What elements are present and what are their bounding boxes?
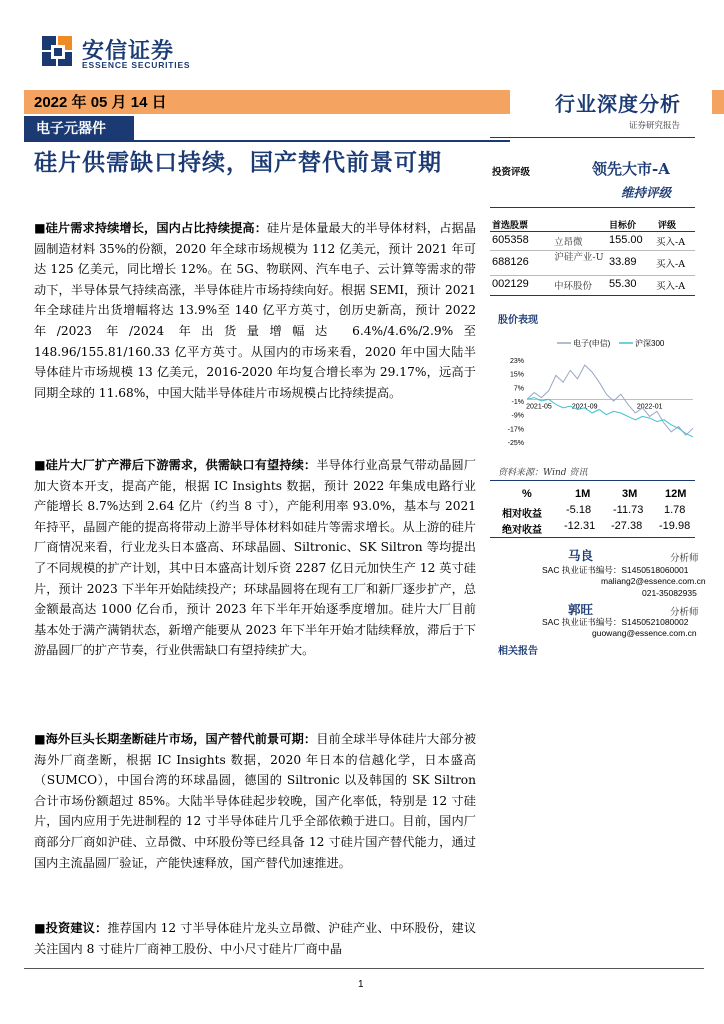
paragraph-head: ■硅片需求持续增长，国内占比持续提高：: [34, 221, 268, 235]
table-row: [492, 253, 697, 277]
paragraph-head: ■投资建议：: [34, 921, 108, 935]
x-axis-ticks: [526, 403, 662, 410]
analyst-email: guowang@essence.com.cn: [592, 628, 697, 638]
analyst-phone: 021-35082935: [642, 588, 697, 598]
y-tick-label: -17%: [507, 426, 524, 434]
pick-price: 33.89: [609, 256, 637, 268]
pick-name: 中环股份: [554, 281, 593, 292]
logo-text-en: ESSENCE SECURITIES: [82, 60, 191, 70]
paragraph-head: ■海外巨头长期垄断硅片市场，国产替代前景可期：: [34, 732, 317, 746]
picks-header-target: 目标价: [609, 221, 637, 231]
x-tick-label: 2021-09: [571, 403, 598, 411]
paragraph-3: [34, 729, 476, 873]
legend-label-hs300: 沪深300: [635, 339, 665, 348]
perf-value: -19.98: [659, 520, 691, 532]
pick-price: 55.30: [609, 278, 637, 290]
report-category: 电子元器件: [36, 121, 106, 137]
related-reports-title: 相关报告: [498, 646, 538, 657]
chart-legend: [557, 338, 665, 348]
rating-value: 领先大市-A: [592, 160, 670, 178]
pick-code: 688126: [492, 256, 529, 268]
perf-header-pct: %: [522, 488, 532, 500]
logo-text-cn: 安信证券: [82, 38, 175, 63]
rating-note: 维持评级: [621, 185, 672, 200]
analyst-name: 郭旺: [568, 602, 594, 617]
analyst-2: [498, 600, 704, 642]
right-divider: [490, 137, 695, 138]
table-row: [492, 234, 697, 254]
rating-divider: [490, 207, 695, 208]
perf-header-12m: 12M: [665, 488, 687, 500]
picks-header-stock: 首选股票: [492, 221, 529, 231]
paragraph-text: 半导体行业高景气带动晶圆厂加大资本开支，提高产能，根据 IC Insights 数据，预计 2022 年集成电路行业产能增长 8.7%达到 2.64 亿片（约当 8 寸），产能利用率 93.0%，基本与 2021 年持平，晶圆产能的提高将带动上游半导体材料如硅片等需求增长。从上游的硅片厂商情况来看，行业龙头日本盛高、环球晶圆、Siltronic、SK Siltron 等均提出了不同规模的扩产计划，其中日本盛高计划斥资 2287 亿日元加快生产 12 英寸硅片，预计 2023 下半年开始陆续投产；环球晶圆将在现有工厂和新厂逐步扩产，总金额最高达 1000 亿台币，预计 2023 年下半年开始逐季度增加。硅片大厂目前基本处于满产满销状态，新增产能要从 2023 年下半年开始才陆续释放，滞后于下游晶圆厂的扩产节奏，行业供需缺口有望持续扩大。: [34, 458, 477, 658]
x-tick-label: 2021-05: [526, 403, 552, 411]
pick-name: 沪硅产业-U: [554, 252, 604, 263]
source-divider: [490, 480, 695, 481]
perf-value: 1.78: [664, 504, 686, 516]
perf-divider: [490, 537, 695, 538]
rating-label: 投资评级: [492, 167, 531, 178]
legend-label-electronics: 电子(申信): [573, 339, 611, 348]
chart-source: 资料来源：Wind 资讯: [498, 468, 588, 478]
row-divider: [490, 275, 695, 276]
paragraph-text: 目前全球半导体硅片大部分被海外厂商垄断，根据 IC Insights 数据，2020 年日本的信越化学，日本盛高（SUMCO），中国台湾的环球晶圆，德国的 Siltronic 以及韩国的 SK Siltron 合计市场份额超过 85%。大陆半导体硅起步较晚，国产化率低，特别是 12 寸硅片，国内应用于先进制程的 12 寸半导体硅片几乎全部依赖于进口。目前，国内厂商部分厂商如沪硅、立昂微、中环股份等已经具备 12 寸硅片国产替代能力，通过国内主流晶圆厂验证，产能快速释放，国产替代加速推进。: [34, 732, 477, 870]
picks-bottom-divider: [490, 295, 695, 296]
pick-name: 立昂微: [554, 237, 583, 248]
page-number: 1: [358, 979, 364, 990]
header-divider: [24, 140, 510, 142]
chart-series: [527, 365, 693, 437]
analyst-role: 分析师: [670, 607, 699, 618]
row-divider: [490, 250, 695, 251]
paragraph-4: [34, 918, 476, 959]
stock-performance-chart: [497, 330, 699, 452]
paragraph-head: ■硅片大厂扩产滞后下游需求，供需缺口有望持续：: [34, 458, 317, 472]
perf-row-label: 相对收益: [502, 509, 542, 520]
paragraph-1: [34, 218, 476, 403]
analyst-1: [498, 546, 704, 602]
paragraph-2: [34, 455, 476, 661]
perf-value: -27.38: [611, 520, 643, 532]
series-line-electronics: [527, 365, 693, 435]
analyst-name: 马良: [568, 548, 594, 563]
y-tick-label: -1%: [511, 399, 524, 406]
paragraph-text: 硅片是体量最大的半导体材料，占据晶圆制造材料 35%的份额，2020 年全球市场规模为 112 亿美元，预计 2021 年可达 125 亿美元，同比增长 12%。在 5G、物联网、汽车电子、云计算等需求的带动下，半导体景气持续高涨，半导体硅片市场持续向好。根据 SEMI，预计 2021 年全球硅片出货增幅将达 13.9%至 140 亿平方英寸，创历史新高，预计 2022 年/2023 年/2024 年出货量增幅达 6.4%/4.6%/2.9%至 148.96/155.81/160.33 亿平方英寸。从国内的市场来看，2020 年中国大陆半导体硅片市场规模 13 亿美元，2016-2020 年均复合增长率为 29.17%，远高于同期全球的 11.68%，中国大陆半导体硅片市场规模占比持续提高。: [34, 221, 477, 400]
pick-code: 002129: [492, 278, 529, 290]
footer-divider: [24, 968, 704, 969]
perf-header-3m: 3M: [622, 488, 638, 500]
perf-row-label: 绝对收益: [502, 525, 542, 536]
essence-logo-icon: [42, 36, 74, 68]
x-tick-label: 2022-01: [636, 403, 663, 411]
report-date: 2022 年 05 月 14 日: [34, 94, 167, 111]
analyst-sac: SAC 执业证书编号：S1450521080002: [542, 617, 689, 627]
pick-rating: 买入-A: [656, 237, 686, 248]
side-accent: [712, 90, 724, 114]
performance-title: 股价表现: [498, 315, 538, 326]
series-line-hs300: [527, 398, 693, 437]
y-tick-label: 15%: [509, 371, 524, 379]
analyst-sac: SAC 执业证书编号：S1450518060001: [542, 565, 689, 575]
picks-header-rating: 评级: [658, 221, 677, 231]
perf-value: -12.31: [564, 520, 596, 532]
report-type: 行业深度分析: [555, 92, 681, 116]
y-tick-label: 23%: [509, 358, 524, 365]
report-subtype: 证券研究报告: [629, 121, 681, 131]
picks-divider: [490, 231, 695, 232]
y-tick-label: 7%: [513, 385, 524, 393]
perf-header-1m: 1M: [575, 488, 591, 500]
perf-value: -5.18: [566, 504, 592, 516]
paragraph-text: 推荐国内 12 寸半导体硅片龙头立昂微、沪硅产业、中环股份，建议关注国内 8 寸硅片厂商神工股份、中小尺寸硅片厂商中晶: [34, 921, 477, 956]
y-tick-label: -9%: [511, 412, 524, 420]
analyst-email: maliang2@essence.com.cn: [601, 576, 706, 586]
y-tick-label: -25%: [507, 440, 524, 447]
analyst-role: 分析师: [670, 553, 699, 564]
pick-price: 155.00: [609, 234, 643, 246]
pick-code: 605358: [492, 234, 529, 246]
pick-rating: 买入-A: [656, 259, 686, 270]
report-title: 硅片供需缺口持续，国产替代前景可期: [34, 149, 442, 176]
perf-value: -11.73: [613, 504, 644, 516]
pick-rating: 买入-A: [656, 281, 686, 292]
